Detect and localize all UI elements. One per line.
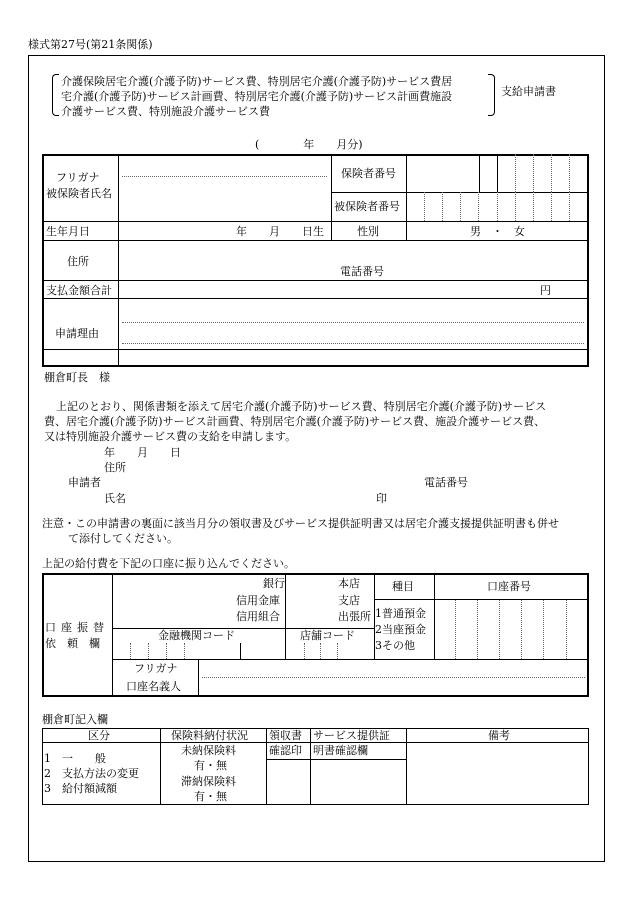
furigana-label: フリガナ (56, 171, 100, 184)
account-holder-label: 口座名義人 (126, 680, 181, 693)
applicant-phone-label: 電話番号 (424, 476, 468, 489)
bank-intro: 上記の給付費を下記の口座に振り込んでください。 (42, 557, 295, 570)
birthdate-field[interactable]: 年 月 日生 (236, 225, 324, 238)
declaration-line-1: 上記のとおり、関係書類を添えて居宅介護(介護予防)サービス費、特別居宅介護(介護予防)サービス (56, 400, 547, 413)
total-label: 支払金額合計 (46, 284, 112, 297)
birthdate-label: 生年月日 (46, 225, 90, 238)
title-line-2: 宅介護(介護予防)サービス計画費、特別居宅介護(介護予防)サービス計画費施設 (61, 90, 453, 103)
applicant-name-label: 氏名 (104, 492, 126, 505)
header-kubun: 区分 (88, 729, 110, 742)
applicant-address-label: 住所 (104, 461, 126, 474)
insured-number-label: 被保険者番号 (334, 200, 400, 213)
bank-code-label: 金融機関コード (158, 629, 235, 642)
delinquent-premium-label: 滞納保険料 (181, 775, 236, 788)
declaration-date[interactable]: 年 月 日 (104, 446, 181, 459)
header-service-2: 明書確認欄 (313, 744, 368, 757)
kubun-option-3: 3 給付額減額 (44, 782, 117, 795)
account-kind-option-1[interactable]: 1普通預金 (375, 607, 426, 620)
seal-mark: 印 (376, 492, 387, 505)
delinquent-premium-yesno[interactable]: 有・無 (194, 790, 227, 803)
account-kind-option-2[interactable]: 2当座預金 (375, 623, 426, 636)
title-line-3: 介護サービス費、特別施設介護サービス費 (61, 105, 270, 118)
sex-options[interactable]: 男 ・ 女 (470, 225, 525, 238)
bank-type-shinkin: 信用金庫 (236, 594, 280, 607)
account-number-header: 口座番号 (487, 580, 531, 593)
note-line-2: て添付してください。 (68, 532, 178, 545)
branch-type-honten: 本店 (338, 577, 360, 590)
holder-furigana-label: フリガナ (134, 662, 178, 675)
declaration-line-3: 又は特別施設介護サービス費の支給を申請します。 (44, 430, 297, 443)
insured-name-label: 被保険者氏名 (46, 187, 112, 200)
account-kind-header: 種目 (392, 580, 414, 593)
note-line-1: 注意・この申請書の裏面に該当月分の領収書及びサービス提供証明書又は居宅介護支援提供証明書も併せ (42, 517, 559, 530)
branch-code-label: 店舗コード (300, 629, 355, 642)
form-number: 様式第27号(第21条関係) (28, 38, 153, 51)
bank-side-label-1: 口座振替 (45, 621, 109, 634)
address-label: 住所 (67, 255, 89, 268)
header-premium-status: 保険料納付状況 (171, 729, 248, 742)
header-remarks: 備考 (488, 729, 510, 742)
insurer-number-label: 保険者番号 (341, 167, 396, 180)
unpaid-premium-label: 未納保険料 (181, 744, 236, 757)
sex-label: 性別 (357, 225, 379, 238)
bank-side-label-2: 依 頼 欄 (45, 637, 100, 650)
applicant-label: 申請者 (68, 476, 101, 489)
yen-label: 円 (540, 284, 551, 297)
period: ( 年 月分) (255, 138, 363, 151)
branch-type-shiten: 支店 (338, 594, 360, 607)
account-kind-option-3[interactable]: 3その他 (375, 639, 415, 652)
unpaid-premium-yesno[interactable]: 有・無 (194, 759, 227, 772)
title-line-1: 介護保険居宅介護(介護予防)サービス費、特別居宅介護(介護予防)サービス費居 (61, 75, 453, 88)
title-suffix: 支給申請書 (501, 85, 556, 98)
title-bracket-left (52, 74, 59, 116)
office-use-title: 棚倉町記入欄 (42, 713, 108, 726)
main-table (42, 154, 589, 367)
header-service-1: サービス提供証 (313, 729, 390, 742)
declaration-line-2: 費、居宅介護(介護予防)サービス計画費、特別居宅介護(介護予防)サービス費、施設介護サービス費、 (44, 415, 546, 428)
header-receipt-1: 領収書 (269, 729, 302, 742)
kubun-option-2: 2 支払方法の変更 (44, 767, 139, 780)
header-receipt-2: 確認印 (269, 744, 302, 757)
addressee: 棚倉町長 様 (44, 371, 110, 384)
branch-type-shucho: 出張所 (338, 610, 371, 623)
kubun-option-1: 1 一 般 (44, 752, 106, 765)
bank-type-kumiai: 信用組合 (236, 610, 280, 623)
phone-label: 電話番号 (340, 265, 384, 278)
title-bracket-right (488, 74, 495, 116)
reason-label: 申請理由 (55, 327, 99, 340)
bank-type-bank: 銀行 (263, 577, 285, 590)
